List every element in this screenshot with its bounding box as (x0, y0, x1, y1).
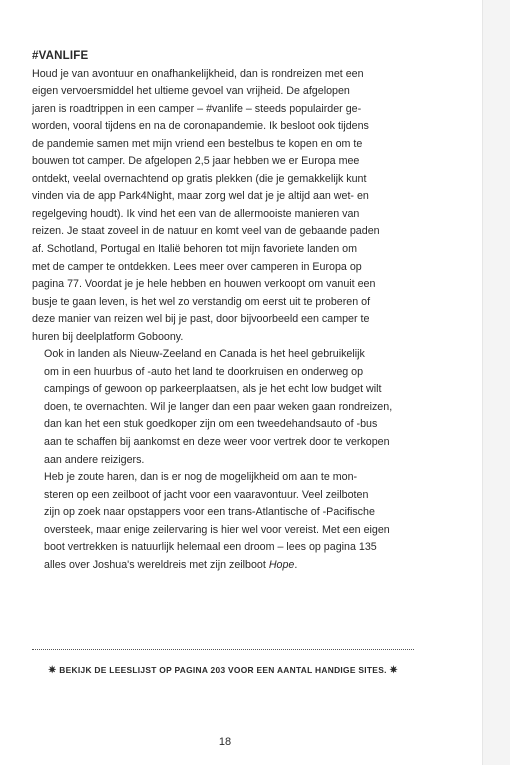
reading-list-tip (32, 665, 414, 676)
section-heading: #VANLIFE (32, 50, 89, 62)
text-line: steren op een zeilboot of jacht voor een vaaravontuur. Veel zeilboten (44, 488, 369, 501)
sentence-end: . (294, 558, 298, 571)
text-line: reizen. Je staat zoveel in de natuur en komt veel van de gebaande paden (32, 225, 380, 238)
text-line: jaren is roadtrippen in een camper – #vanlife – steeds populairder ge- (32, 102, 362, 115)
text-line: pagina 77. Voordat je je hele hebben en houwen verkoopt om vanuit een (32, 278, 376, 291)
dotted-divider (32, 649, 414, 650)
text-line: Ook in landen als Nieuw-Zeeland en Canada is het heel gebruikelijk (44, 348, 365, 361)
text-line: Heb je zoute haren, dan is er nog de mogelijkheid om aan te mon- (44, 471, 358, 484)
page-number: 18 (218, 736, 232, 748)
text-line: regelgeving houdt). Ik vind het een van de allermooiste manieren van (32, 207, 360, 220)
text-line: zijn op zoek naar opstappers voor een trans-Atlantische of -Pacifische (44, 506, 375, 519)
paragraph (32, 66, 414, 347)
text-line: met de camper te ontdekken. Lees meer over camperen in Europa op (32, 260, 362, 273)
adjacent-page-edge (482, 0, 510, 765)
text-line: af. Schotland, Portugal en Italië behoren tot mijn favoriete landen om (32, 242, 357, 255)
text-line: worden, vooral tijdens en na de coronapandemie. Ik besloot ook tijdens (32, 120, 369, 133)
paragraph (32, 346, 414, 469)
text-line: doen, te overnachten. Wil je langer dan een paar weken gaan rondreizen, (44, 400, 393, 413)
text-line: busje te gaan leven, is het wel zo verstandig om eerst uit te proberen of (32, 295, 371, 308)
text-line: dan kan het een stuk goedkoper zijn om een tweedehandsauto of -bus (44, 418, 378, 431)
text-line: bouwen tot camper. De afgelopen 2,5 jaar hebben we er Europa mee (32, 155, 360, 168)
text-line: vinden via de app Park4Night, maar zorg wel dat je je altijd aan wet- en (32, 190, 369, 203)
text-line: Houd je van avontuur en onafhankelijkheid, dan is rondreizen met een (32, 67, 364, 80)
tip-text: BEKIJK DE LEESLIJST OP PAGINA 203 VOOR EEN AANTAL HANDIGE SITES. (59, 665, 387, 675)
text-line: deze manier van reizen wel bij je past, door bijvoorbeeld een camper te (32, 313, 370, 326)
text-line: oversteek, maar enige zeilervaring is hier wel voor vereist. Met een eigen (44, 523, 390, 536)
paragraph (32, 469, 414, 574)
paragraphs (32, 66, 414, 575)
text-line: boot vertrekken is natuurlijk helemaal een droom – lees op pagina 135 (44, 541, 377, 554)
text-line: campings of gewoon op parkeerplaatsen, als je het echt low budget wilt (44, 383, 382, 396)
text-line-start: alles over Joshua's wereldreis met zijn zeilboot (44, 558, 269, 571)
article-body (32, 48, 414, 574)
text-line: de pandemie samen met mijn vriend een bestelbus te kopen en om te (32, 137, 363, 150)
text-line (32, 557, 414, 575)
star-icon: ✷ (47, 665, 57, 676)
star-icon: ✷ (389, 665, 399, 676)
text-line: ontdekt, veelal overnachtend op gratis plekken (die je gemakkelijk kunt (32, 172, 367, 185)
text-line: eigen vervoersmiddel het ultieme gevoel van vrijheid. De afgelopen (32, 85, 350, 98)
text-line: huren bij deelplatform Goboony. (32, 330, 184, 343)
boat-name: Hope (268, 558, 295, 571)
text-line: aan te schaffen bij aankomst en deze weer voor vertrek door te verkopen (44, 435, 390, 448)
text-line: aan andere reizigers. (44, 453, 145, 466)
text-line: om in een huurbus of -auto het land te doorkruisen en onderweg op (44, 365, 364, 378)
